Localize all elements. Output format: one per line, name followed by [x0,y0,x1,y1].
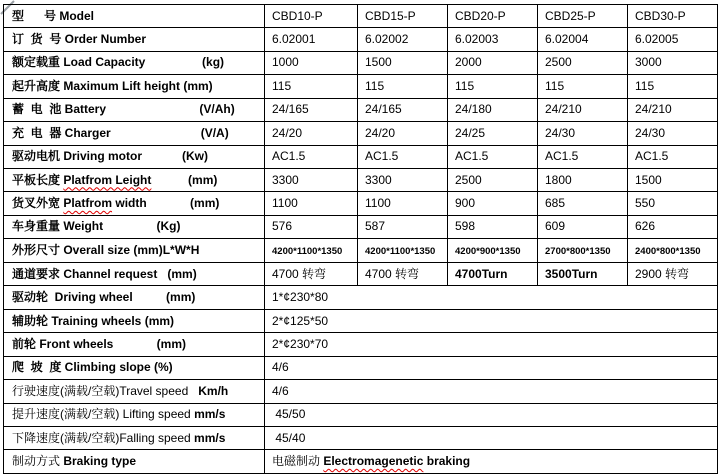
row-value-cell [628,168,718,191]
cell-text: 辅助轮 Training wheels (mm) [12,313,175,328]
cell-text: mm/s [194,407,226,422]
row-value-cell [538,215,628,238]
row-value-cell [448,98,538,121]
row-value-cell [538,98,628,121]
table-row [4,168,718,191]
cell-text: AC1.5 [545,149,579,164]
cell-text: AC1.5 [365,149,399,164]
cell-text: 起升高度 Maximum Lift height (mm) [12,78,213,93]
row-value-cell [448,239,538,263]
table-row [4,450,718,474]
row-label-cell [4,5,265,28]
row-label-cell [4,145,265,168]
cell-text: 1*¢230*80 [272,290,329,305]
row-value-cell [265,239,358,263]
cell-text: AC1.5 [635,149,669,164]
cell-text: Falling speed [119,430,195,445]
cell-text: width [112,195,147,210]
cell-text: 2500 [455,172,482,187]
row-value-cell [265,192,358,215]
row-value-cell [628,192,718,215]
cell-text: 驱动电机 Driving motor (Kw) [12,149,209,164]
cell-text: 通道要求 Channel request (mm) [12,266,197,281]
cell-text: 626 [635,219,656,234]
cell-text: 1100 [272,195,298,210]
cell-text: 2400*800*1350 [635,245,701,257]
cell-text: CBD20-P [455,8,506,23]
row-label-cell [4,427,265,450]
row-label-cell [4,239,265,263]
row-value-cell [538,145,628,168]
cell-text: 6.02004 [545,32,589,47]
cell-text: Km/h [198,383,229,398]
cell-text: 24/30 [545,125,576,140]
cell-text: 2*¢125*50 [272,313,329,328]
row-value-cell-span [265,380,718,403]
row-label-cell [4,168,265,191]
row-value-cell [358,51,448,74]
cell-text: 3300 [272,172,299,187]
row-value-cell [265,168,358,191]
row-value-cell-span [265,427,718,450]
cell-text: AC1.5 [272,149,306,164]
cell-text: 3000 [635,55,662,70]
cell-text: 24/210 [635,102,672,117]
row-value-cell [265,75,358,98]
cell-text: 蓄 电 池 Battery (V/Ah) [12,102,235,117]
cell-text: 609 [545,219,566,234]
row-value-cell [265,145,358,168]
table-row [4,427,718,450]
row-value-cell [358,98,448,121]
cell-text: 24/210 [545,102,582,117]
cell-text: 685 [545,195,566,210]
cell-text: 115 [272,78,292,93]
row-value-cell-span [265,403,718,426]
cell-text: 587 [365,219,386,234]
cell-text: 115 [545,78,565,93]
row-label-cell [4,286,265,309]
row-value-cell [358,168,448,191]
row-label-cell [4,192,265,215]
cell-text: 下降速度(满载/空载) [12,430,120,445]
row-label-cell [4,356,265,379]
table-row [4,263,718,286]
cell-text: 2500 [545,55,572,70]
cell-text: 电磁制动 [272,454,324,469]
row-value-cell [538,239,628,263]
table-row [4,75,718,98]
cell-text: 576 [272,219,293,234]
cell-text: 货叉外宽 [12,195,64,210]
row-label-cell [4,403,265,426]
row-value-cell-span [265,333,718,356]
row-label-cell [4,28,265,51]
row-value-cell [358,145,448,168]
cell-text: 2000 [455,55,482,70]
cell-text: 4700 转弯 [272,266,327,281]
cell-text: 550 [635,195,656,210]
cell-text: (mm) [151,172,218,187]
cell-text: 车身重量 Weight (Kg) [12,219,181,234]
row-value-cell [448,215,538,238]
cell-text: 24/25 [455,125,486,140]
row-value-cell [628,122,718,145]
cell-text: CBD15-P [365,8,416,23]
table-row [4,286,718,309]
cell-text: 3300 [365,172,392,187]
row-value-cell [448,263,538,286]
cell-text: 4200*1100*1350 [272,245,343,257]
row-value-cell [448,75,538,98]
row-value-cell [448,192,538,215]
cell-text: 45/40 [272,430,306,445]
cell-text: braking [426,454,471,469]
row-label-cell [4,51,265,74]
row-label-cell [4,333,265,356]
table-row [4,380,718,403]
cell-text: 外形尺寸 Overall size (mm)L*W*H [12,243,200,258]
cell-text: 115 [455,78,475,93]
row-value-cell-span [265,450,718,474]
row-value-cell [358,239,448,263]
row-value-cell [538,51,628,74]
cell-text: 6.02005 [635,32,679,47]
row-value-cell [358,5,448,28]
row-value-cell [448,5,538,28]
row-value-cell [265,215,358,238]
cell-text: (mm) [146,195,220,210]
row-value-cell [628,51,718,74]
table-row [4,192,718,215]
row-value-cell [538,192,628,215]
cell-text: 2700*800*1350 [545,245,611,257]
row-label-cell [4,450,265,474]
row-value-cell [628,5,718,28]
row-value-cell [628,239,718,263]
cell-text: 24/165 [272,102,309,117]
cell-text: Braking type [63,454,137,469]
cell-text: 制动方式 [12,454,64,469]
cell-text: 4200*1100*1350 [365,245,436,257]
cell-text: 平板长度 [12,172,64,187]
row-label-cell [4,380,265,403]
row-value-cell [265,28,358,51]
row-value-cell-span [265,309,718,332]
cell-text: 6.02002 [365,32,409,47]
cell-text: 4700Turn [455,266,508,281]
row-value-cell [358,28,448,51]
cell-text: Lifting speed [122,407,195,422]
row-label-cell [4,98,265,121]
cell-text: AC1.5 [455,149,489,164]
cell-text: 24/180 [455,102,492,117]
row-value-cell [358,192,448,215]
table-row [4,356,718,379]
cell-text: 额定载重 Load Capacity (kg) [12,55,225,70]
row-value-cell [538,263,628,286]
row-value-cell [265,51,358,74]
spec-table [3,4,718,474]
row-value-cell [628,263,718,286]
cell-text: CBD10-P [272,8,323,23]
row-value-cell [358,75,448,98]
row-value-cell [538,5,628,28]
cell-text: 驱动轮 Driving wheel (mm) [12,290,196,305]
row-value-cell [628,28,718,51]
table-row [4,309,718,332]
table-row [4,5,718,28]
row-label-cell [4,263,265,286]
table-row [4,51,718,74]
cell-text: CBD30-P [635,8,686,23]
cell-text: 115 [365,78,385,93]
cell-text: 型 号 Model [12,8,95,23]
cell-text: 1500 [635,172,662,187]
cell-text: 24/30 [635,125,666,140]
row-value-cell [538,168,628,191]
cell-text: Travel speed [119,383,199,398]
cell-text: 1000 [272,55,299,70]
cell-text: 1100 [365,195,391,210]
row-label-cell [4,309,265,332]
cell-text: 爬 坡 度 Climbing slope (%) [12,360,173,375]
row-value-cell [265,98,358,121]
misspelled-text: Platfrom Leight [63,172,152,187]
row-value-cell [538,75,628,98]
cell-text: 900 [455,195,476,210]
cell-text: 24/20 [272,125,303,140]
row-value-cell [628,145,718,168]
table-row [4,145,718,168]
table-row [4,333,718,356]
cell-text: 45/50 [272,407,306,422]
table-row [4,239,718,263]
table-row [4,122,718,145]
row-value-cell [538,28,628,51]
row-label-cell [4,75,265,98]
row-value-cell [628,98,718,121]
cell-text: 2*¢230*70 [272,336,329,351]
cell-text: 前轮 Front wheels (mm) [12,336,187,351]
cell-text: 4/6 [272,360,289,375]
cell-text: 1800 [545,172,572,187]
row-value-cell [628,215,718,238]
cell-text: 行驶速度(满载/空载) [12,383,120,398]
spec-table-body [4,5,718,474]
cell-text: 订 货 号 Order Number [12,32,147,47]
row-value-cell [358,122,448,145]
row-value-cell [448,122,538,145]
row-value-cell [538,122,628,145]
cell-text: 4200*900*1350 [455,245,521,257]
cell-text: 598 [455,219,476,234]
row-value-cell [265,122,358,145]
table-row [4,403,718,426]
cell-text: 4/6 [272,383,289,398]
table-row [4,28,718,51]
row-value-cell-span [265,286,718,309]
row-value-cell [448,168,538,191]
row-value-cell [448,145,538,168]
misspelled-text: Electromagenetic [323,454,424,469]
row-value-cell [358,215,448,238]
cell-text: CBD25-P [545,8,596,23]
cell-text: 2900 转弯 [635,266,690,281]
row-value-cell [448,28,538,51]
table-row [4,98,718,121]
misspelled-text: Platfrom [63,195,113,210]
cell-text: 24/20 [365,125,396,140]
cell-text: 4700 转弯 [365,266,420,281]
row-label-cell [4,122,265,145]
cell-text: 115 [635,78,655,93]
row-value-cell [628,75,718,98]
row-value-cell [265,5,358,28]
cell-text: 充 电 器 Charger (V/A) [12,125,229,140]
cell-text: 24/165 [365,102,402,117]
table-row [4,215,718,238]
cell-text: 1500 [365,55,392,70]
cell-text: mm/s [194,430,226,445]
row-value-cell-span [265,356,718,379]
row-value-cell [265,263,358,286]
row-value-cell [358,263,448,286]
cell-text: 6.02003 [455,32,499,47]
cell-text: 6.02001 [272,32,316,47]
row-label-cell [4,215,265,238]
cell-text: 3500Turn [545,266,598,281]
row-value-cell [448,51,538,74]
cell-text: 提升速度(满载/空载) [12,407,123,422]
